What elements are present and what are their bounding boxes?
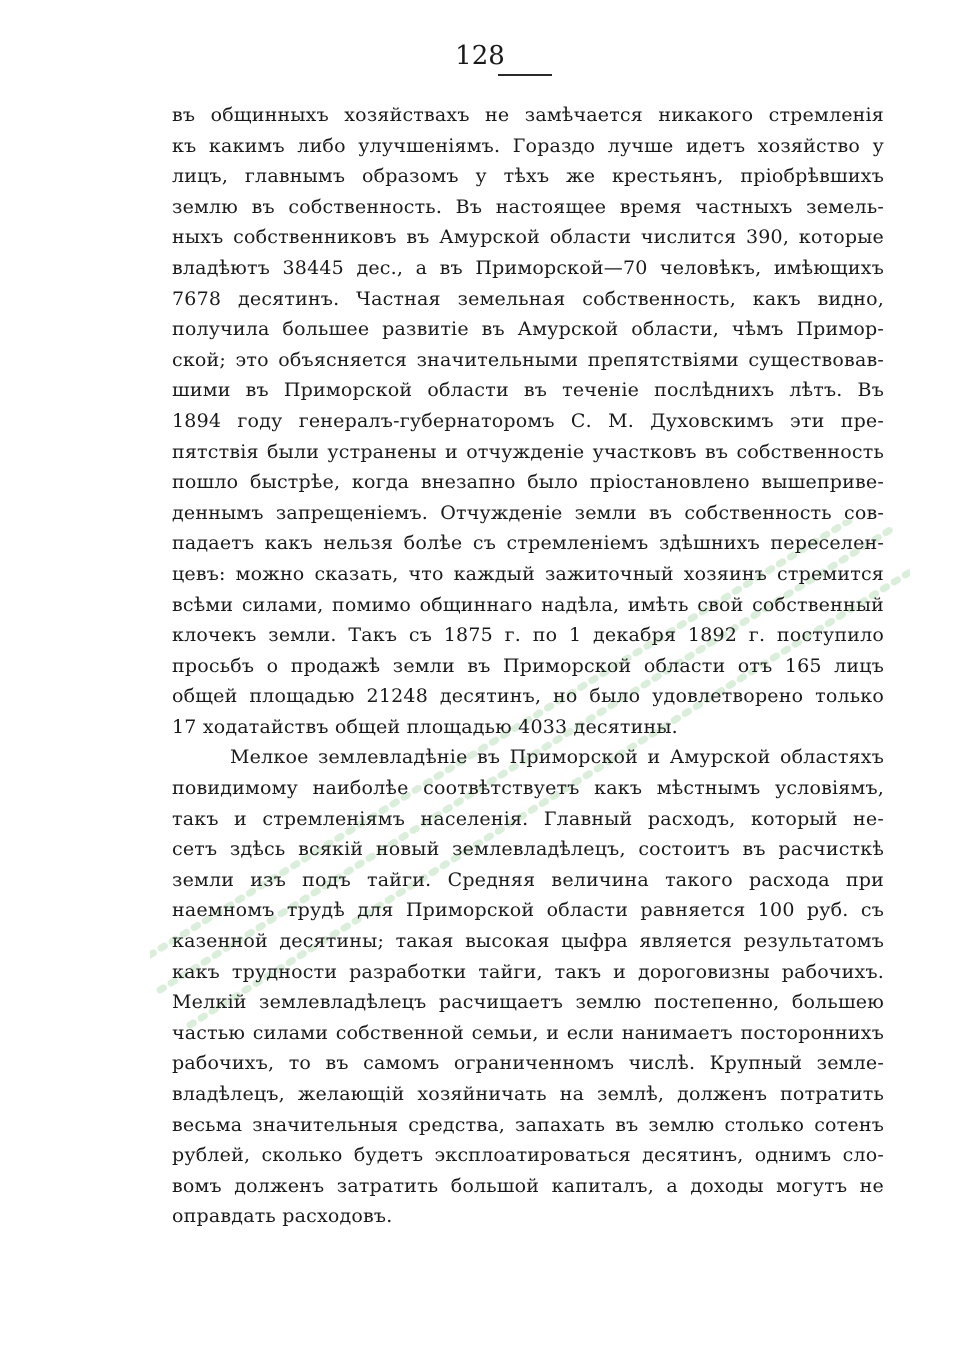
text-line: падаетъ какъ нельзя болѣе съ стремленіемъ здѣшнихъ переселен- xyxy=(172,532,884,555)
text-line: цевъ: можно сказать, что каждый зажиточный хозяинъ стремится xyxy=(172,562,884,585)
text-line: клочекъ земли. Такъ съ 1875 г. по 1 декабря 1892 г. поступило xyxy=(172,624,884,647)
text-line: ской; это объясняется значительными препятствіями существовав- xyxy=(172,348,884,371)
text-line: весьма значительныя средства, запахать въ землю столько сотенъ xyxy=(172,1113,884,1136)
text-line: 1894 году генералъ-губернаторомъ С. М. Духовскимъ эти пре- xyxy=(172,409,884,432)
body-text xyxy=(172,100,884,1232)
text-line: получила большее развитіе въ Амурской области, чѣмъ Примор- xyxy=(172,318,884,341)
text-line: просьбъ о продажѣ земли въ Приморской области отъ 165 лицъ xyxy=(172,654,884,677)
text-line: рабочихъ, то въ самомъ ограниченномъ числѣ. Крупный земле- xyxy=(172,1052,884,1075)
paragraph xyxy=(172,742,884,1232)
text-line: пошло быстрѣе, когда внезапно было пріостановлено вышеприве- xyxy=(172,471,884,494)
text-line: Мелкое землевладѣніе въ Приморской и Амурской областяхъ xyxy=(230,746,884,769)
text-line: земли изъ подъ тайги. Средняя величина такого расхода при xyxy=(172,868,884,891)
text-line: повидимому наиболѣе соотвѣтствуетъ какъ мѣстнымъ условіямъ, xyxy=(172,777,884,800)
text-line: шими въ Приморской области въ теченіе послѣднихъ лѣтъ. Въ xyxy=(172,379,884,402)
text-line: ныхъ собственниковъ въ Амурской области числится 390, которые xyxy=(172,226,884,249)
text-line: владѣлецъ, желающій хозяйничать на землѣ, долженъ потратить xyxy=(172,1083,884,1105)
text-line: вомъ долженъ затратить большой капиталъ, а доходы могутъ не xyxy=(172,1174,884,1197)
text-line: деннымъ запрещеніемъ. Отчужденіе земли въ собственность сов- xyxy=(172,501,884,524)
text-line: наемномъ трудѣ для Приморской области равняется 100 руб. съ xyxy=(172,899,884,922)
text-line: Мелкій землевладѣлецъ расчищаетъ землю постепенно, большею xyxy=(172,991,884,1014)
text-line: общей площадью 21248 десятинъ, но было удовлетворено только xyxy=(172,685,884,708)
text-line: частью силами собственной семьи, и если нанимаетъ постороннихъ xyxy=(172,1021,884,1044)
text-line: оправдать расходовъ. xyxy=(172,1205,393,1228)
text-line: какъ трудности разработки тайги, такъ и дороговизны рабочихъ. xyxy=(172,960,884,983)
text-line: къ какимъ либо улучшеніямъ. Гораздо лучше идетъ хозяйство у xyxy=(172,134,884,157)
text-line: лицъ, главнымъ образомъ у тѣхъ же крестьянъ, пріобрѣвшихъ xyxy=(172,165,884,188)
text-line: 17 ходатайствъ общей площадью 4033 десятины. xyxy=(172,715,678,738)
text-line: въ общинныхъ хозяйствахъ не замѣчается никакого стремленія xyxy=(172,104,884,126)
page-number-underline xyxy=(498,74,552,76)
text-line: 7678 десятинъ. Частная земельная собственность, какъ видно, xyxy=(172,287,884,310)
text-line: владѣютъ 38445 дес., а въ Приморской—70 человѣкъ, имѣющихъ xyxy=(172,256,884,279)
page-number: 128 xyxy=(455,41,505,71)
text-line: казенной десятины; такая высокая цыфра является результатомъ xyxy=(172,930,884,953)
text-line: всѣми силами, помимо общиннаго надѣла, имѣть свой собственный xyxy=(172,593,884,616)
text-line: сетъ здѣсь всякій новый землевладѣлецъ, состоитъ въ расчисткѣ xyxy=(172,838,884,861)
text-line: пятствія были устранены и отчужденіе участковъ въ собственность xyxy=(172,440,884,463)
paragraph xyxy=(172,100,884,742)
text-line: рублей, сколько будетъ эксплоатироваться десятинъ, однимъ сло- xyxy=(172,1144,884,1167)
text-line: такъ и стремленіямъ населенія. Главный расходъ, который не- xyxy=(172,807,884,830)
text-line: землю въ собственность. Въ настоящее время частныхъ земель- xyxy=(172,195,884,218)
